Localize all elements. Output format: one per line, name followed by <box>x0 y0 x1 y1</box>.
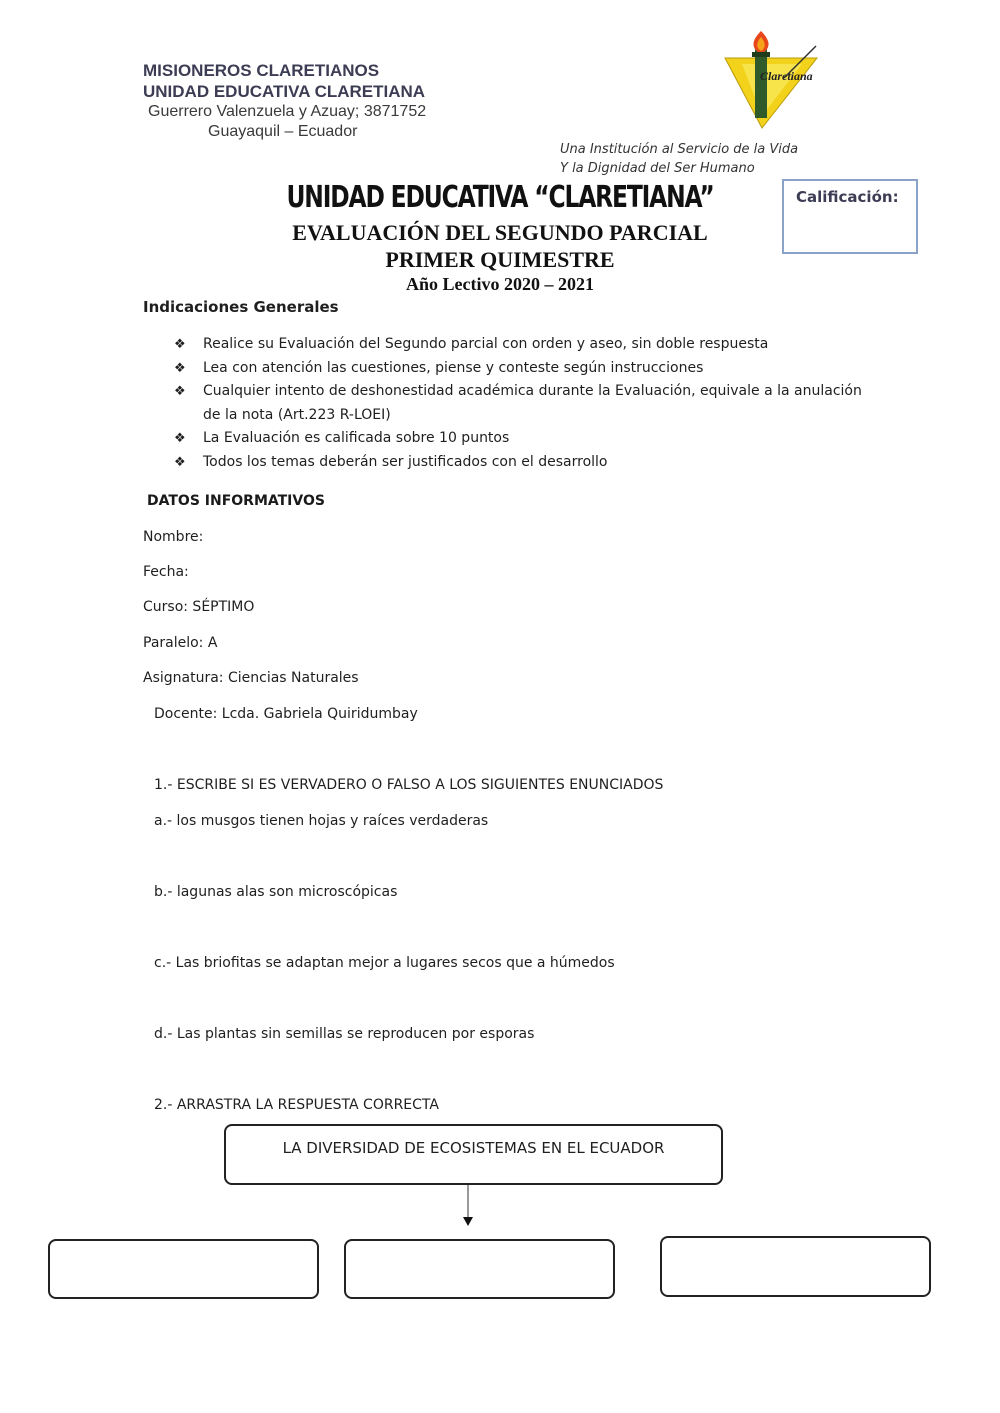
question-1-title: 1.- ESCRIBE SI ES VERVADERO O FALSO A LOS SIGUIENTES ENUNCIADOS <box>154 777 664 793</box>
section-value: Paralelo: A <box>143 635 218 651</box>
instruction-item: ❖ Cualquier intento de deshonestidad académica durante la Evaluación, equivale a la anulación de la nota (Art.223 R-LOEI) <box>174 380 874 427</box>
instructions-list <box>174 333 874 474</box>
org-name: MISIONEROS CLARETIANOS <box>143 61 380 80</box>
school-address: Guerrero Valenzuela y Azuay; 3871752 <box>148 103 427 120</box>
date-field[interactable]: Fecha: <box>143 564 189 580</box>
school-year: Año Lectivo 2020 – 2021 <box>406 274 594 294</box>
name-field[interactable]: Nombre: <box>143 529 204 545</box>
teacher-value: Docente: Lcda. Gabriela Quiridumbay <box>154 706 418 722</box>
motto-line-2: Y la Dignidad del Ser Humano <box>560 161 755 176</box>
instruction-item: ❖ La Evaluación es calificada sobre 10 puntos <box>174 427 874 451</box>
exam-title: EVALUACIÓN DEL SEGUNDO PARCIAL <box>292 220 708 245</box>
instruction-item: ❖ Lea con atención las cuestiones, piense y conteste según instrucciones <box>174 357 874 381</box>
ecosystems-title-box <box>224 1124 723 1185</box>
diamond-bullet-icon: ❖ <box>174 431 186 446</box>
motto-line-1: Una Institución al Servicio de la Vida <box>560 142 799 157</box>
instructions-heading: Indicaciones Generales <box>143 298 339 316</box>
statement-c[interactable]: c.- Las briofitas se adaptan mejor a lugares secos que a húmedos <box>154 955 615 971</box>
torch-logo-icon <box>722 28 832 130</box>
page-title: UNIDAD EDUCATIVA “CLARETIANA” <box>286 180 714 215</box>
grade-box[interactable] <box>782 179 918 254</box>
school-logo <box>722 28 832 130</box>
instruction-item: ❖ Realice su Evaluación del Segundo parcial con orden y aseo, sin doble respuesta <box>174 333 874 357</box>
ecosystems-title-text: LA DIVERSIDAD DE ECOSISTEMAS EN EL ECUADOR <box>282 1139 665 1157</box>
instruction-item: ❖ Todos los temas deberán ser justificados con el desarrollo <box>174 451 874 475</box>
diamond-bullet-icon: ❖ <box>174 454 186 470</box>
info-heading: DATOS INFORMATIVOS <box>147 493 325 509</box>
subject-value: Asignatura: Ciencias Naturales <box>143 670 359 686</box>
answer-drop-box-3[interactable] <box>660 1236 931 1297</box>
answer-drop-box-2[interactable] <box>344 1239 615 1299</box>
diamond-bullet-icon: ❖ <box>174 384 186 399</box>
diamond-bullet-icon: ❖ <box>174 360 186 376</box>
statement-d[interactable]: d.- Las plantas sin semillas se reproducen por esporas <box>154 1026 535 1042</box>
school-name: UNIDAD EDUCATIVA CLARETIANA <box>143 82 426 101</box>
statement-b[interactable]: b.- lagunas alas son microscópicas <box>154 884 398 900</box>
question-2-title: 2.- ARRASTRA LA RESPUESTA CORRECTA <box>154 1097 439 1113</box>
answer-drop-box-1[interactable] <box>48 1239 319 1299</box>
course-value: Curso: SÉPTIMO <box>143 599 255 615</box>
arrow-down-icon <box>460 1185 476 1229</box>
logo-wordmark: Claretiana <box>760 69 813 83</box>
term-title: PRIMER QUIMESTRE <box>385 247 615 272</box>
grade-label: Calificación: <box>796 188 899 206</box>
diamond-bullet-icon: ❖ <box>174 337 186 352</box>
statement-a[interactable]: a.- los musgos tienen hojas y raíces verdaderas <box>154 813 489 829</box>
school-city: Guayaquil – Ecuador <box>208 123 358 140</box>
